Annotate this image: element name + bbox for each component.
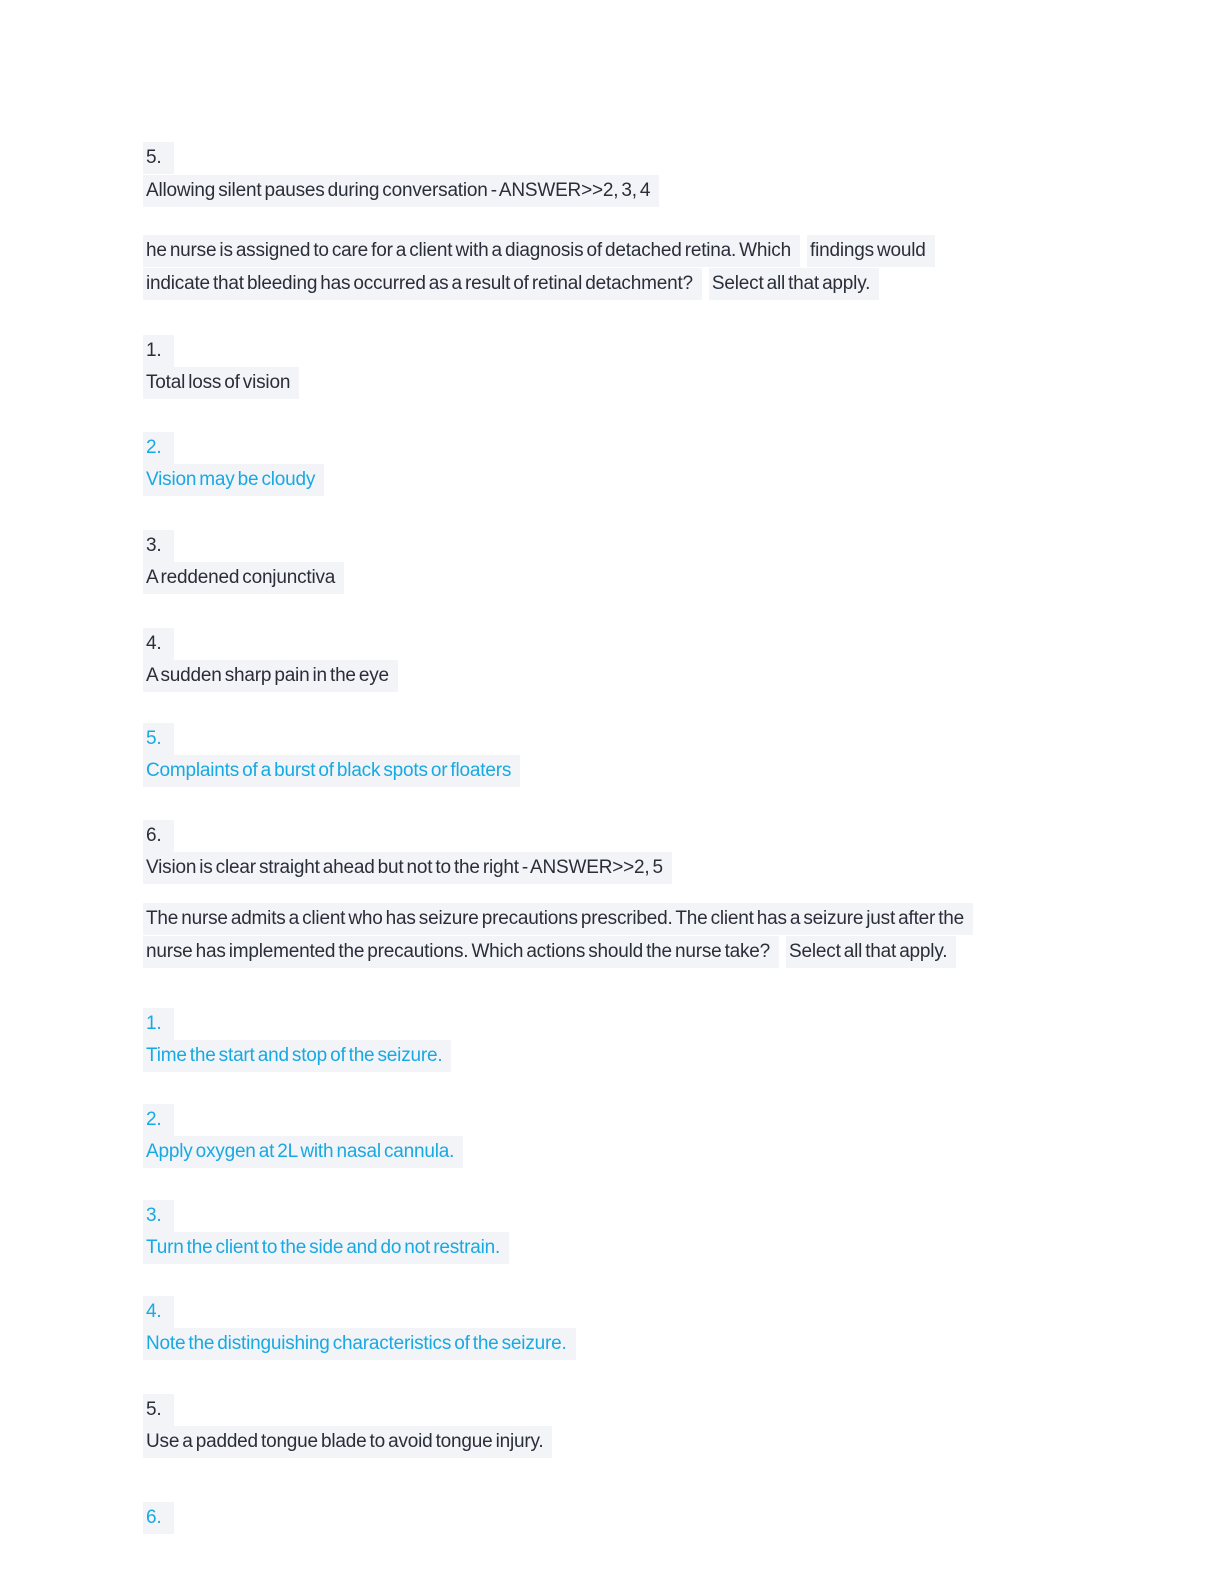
option-text: Vision may be cloudy [143,464,324,496]
prompt-segment: The nurse admits a client who has seizure precautions prescribed. The client has a seizure just after the [143,903,973,935]
option-text: Use a padded tongue blade to avoid tongue injury. [143,1426,552,1458]
option-row [143,755,520,787]
option-text: A sudden sharp pain in the eye [143,660,398,692]
option-row [143,852,672,884]
prompt-segment: nurse has implemented the precautions. Which actions should the nurse take? [143,936,779,968]
option-text: Note the distinguishing characteristics of the seizure. [143,1328,576,1360]
option-row [143,1008,174,1040]
option-text: Time the start and stop of the seizure. [143,1040,451,1072]
option-number: 6. [143,1502,174,1534]
option-row [143,562,344,594]
option-row [143,1426,552,1458]
option-row [143,367,299,399]
question-prompt-line [143,235,935,267]
question-prompt-line [143,268,879,300]
option-number: 6. [143,820,174,852]
option-row [143,1394,174,1426]
option-row [143,142,174,174]
option-row [143,820,174,852]
prompt-segment: findings would [807,235,935,267]
option-text: A reddened conjunctiva [143,562,344,594]
prompt-segment: he nurse is assigned to care for a client with a diagnosis of detached retina. Which [143,235,800,267]
option-number: 1. [143,1008,174,1040]
option-row [143,1328,576,1360]
option-text: Allowing silent pauses during conversation - ANSWER>>2, 3, 4 [143,175,659,207]
option-number: 5. [143,142,174,174]
option-text: Apply oxygen at 2L with nasal cannula. [143,1136,463,1168]
option-text: Total loss of vision [143,367,299,399]
option-row [143,1040,451,1072]
option-row [143,1232,509,1264]
option-row [143,175,659,207]
option-number: 4. [143,1296,174,1328]
option-text: Complaints of a burst of black spots or floaters [143,755,520,787]
option-row [143,1296,174,1328]
option-number: 1. [143,335,174,367]
option-text: Vision is clear straight ahead but not to the right - ANSWER>>2, 5 [143,852,672,884]
option-row [143,1502,174,1534]
option-row [143,723,174,755]
option-text: Turn the client to the side and do not restrain. [143,1232,509,1264]
question-prompt-line [143,903,973,935]
option-number: 4. [143,628,174,660]
option-row [143,1136,463,1168]
option-row [143,335,174,367]
prompt-segment: indicate that bleeding has occurred as a result of retinal detachment? [143,268,702,300]
option-number: 5. [143,1394,174,1426]
option-row [143,530,174,562]
option-row [143,628,174,660]
option-number: 5. [143,723,174,755]
option-number: 3. [143,1200,174,1232]
option-row [143,432,174,464]
option-row [143,660,398,692]
option-number: 3. [143,530,174,562]
option-number: 2. [143,1104,174,1136]
option-row [143,1104,174,1136]
option-number: 2. [143,432,174,464]
option-row [143,464,324,496]
prompt-segment: Select all that apply. [709,268,879,300]
question-prompt-line [143,936,956,968]
option-row [143,1200,174,1232]
prompt-segment: Select all that apply. [786,936,956,968]
